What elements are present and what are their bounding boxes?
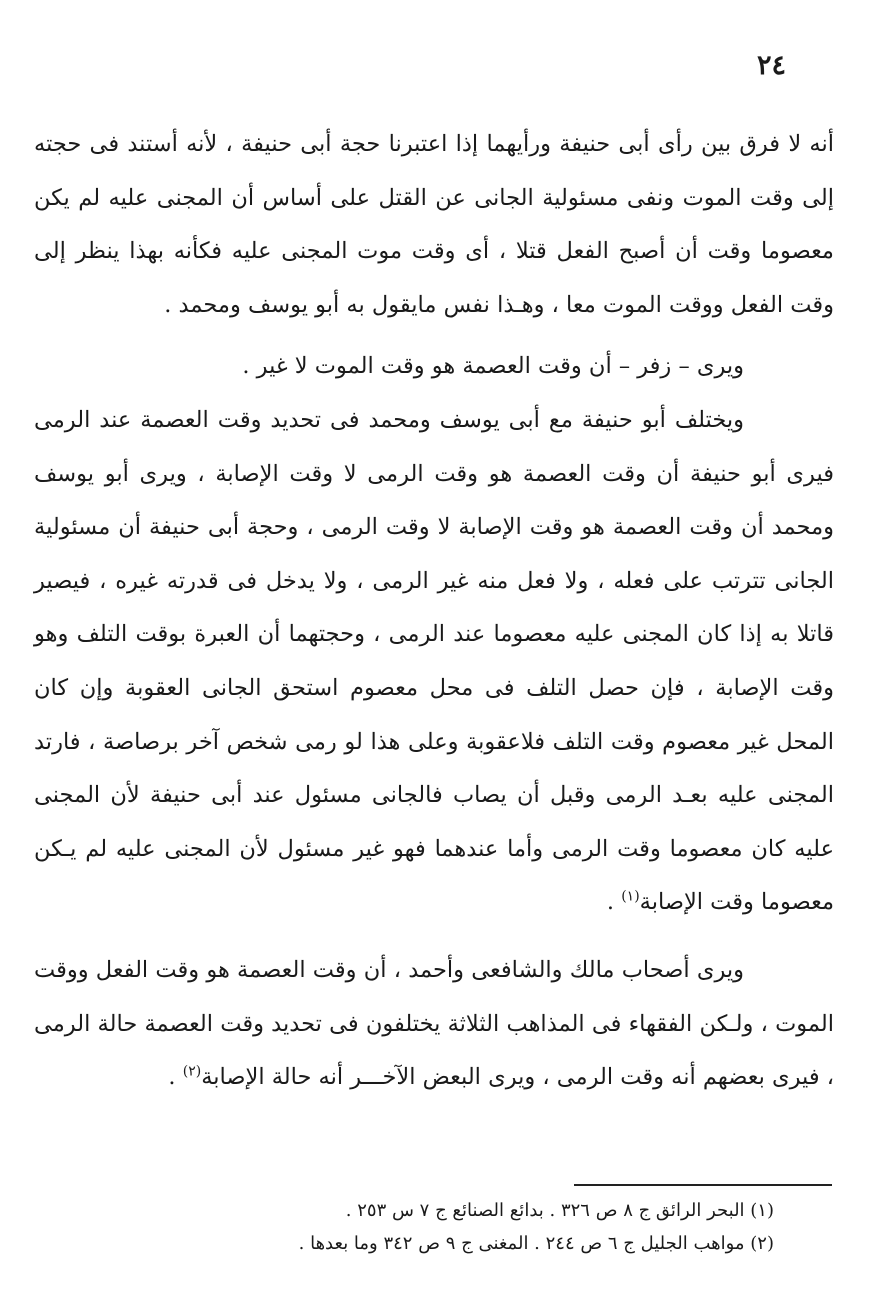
- paragraph-3: ويختلف أبو حنيفة مع أبى يوسف ومحمد فى تحديد وقت العصمة عند الرمى فيرى أبو حنيفة أن وقت العصمة هو وقت الرمى لا وقت الإصابة ، ويرى أبو يوسف ومحمد أن وقت العصمة هو وقت الإصابة لا وقت الرمى ، وحجة أبى حنيفة أن مسئولية الجانى تترتب على فعله ، ولا فعل منه غير الرمى ، ولا يدخل فى قدرته غيره ، فيصير قاتلا به إذا كان المجنى عليه معصوما عند الرمى ، وحجتهما أن العبرة بوقت التلف وهو وقت الإصابة ، فإن حصل التلف فى محل معصوم استحق الجانى العقوبة وإن كان المحل غير معصوم وقت التلف فلاعقوبة وعلى هذا لو رمى شخص آخر برصاصة ، فارتد المجنى عليه بعـد الرمى وقبل أن يصاب فالجانى مسئول عند أبى حنيفة لأن المجنى عليه كان معصوما وقت الرمى وأما عندهما فهو غير مسئول لأن المجنى عليه لم يـكن معصوما وقت الإصابة$^{(١)}$ .: [34, 406, 834, 916]
- paragraph-1: أنه لا فرق بين رأى أبى حنيفة ورأيهما إذا اعتبرنا حجة أبى حنيفة ، لأنه أستند فى حجته إلى وقت الموت ونفى مسئولية الجانى عن القتل على أساس أن المجنى عليه لم يكن معصوما وقت أن أصبح الفعل قتلا ، أى وقت موت المجنى عليه فكأنه بهذا ينظر إلى وقت الفعل ووقت الموت معا ، وهـذا نفس مايقول به أبو يوسف ومحمد .: [34, 131, 834, 318]
- page-number: ٢٤: [756, 50, 786, 81]
- paragraph-2: ويرى – زفر – أن وقت العصمة هو وقت الموت لا غير .: [242, 353, 744, 380]
- main-text: [34, 118, 834, 1105]
- footnote-marker-1: (١): [621, 888, 640, 905]
- paragraph-4-text: ويرى أصحاب مالك والشافعى وأحمد ، أن وقت العصمة هو وقت الفعل ووقت الموت ، ولـكن الفقهاء فى المذاهب الثلاثة يختلفون فى تحديد وقت العصمة حالة الرمى ، فيرى بعضهم أنه وقت الرمى ، ويرى البعض الآخـــر أنه حالة الإصابة: [34, 956, 834, 1091]
- footnote-1: (١) البحر الرائق ج ٨ ص ٣٢٦ . بدائع الصنائع ج ٧ س ٢٥٣ .: [345, 1200, 774, 1221]
- paragraph-4: ويرى أصحاب مالك والشافعى وأحمد ، أن وقت العصمة هو وقت الفعل ووقت الموت ، ولـكن الفقهاء فى المذاهب الثلاثة يختلفون فى تحديد وقت العصمة حالة الرمى ، فيرى بعضهم أنه وقت الرمى ، ويرى البعض الآخـــر أنه حالة الإصابة$^{(٢)}$ .: [34, 956, 834, 1091]
- footnote-divider: [574, 1184, 832, 1186]
- footnote-2: (٢) مواهب الجليل ج ٦ ص ٢٤٤ . المغنى ج ٩ ص ٣٤٢ وما بعدها .: [298, 1233, 774, 1254]
- footnotes: [74, 1194, 774, 1260]
- footnote-marker-2: (٢): [182, 1063, 202, 1080]
- paragraph-3-text: ويختلف أبو حنيفة مع أبى يوسف ومحمد فى تحديد وقت العصمة عند الرمى فيرى أبو حنيفة أن وقت العصمة هو وقت الرمى لا وقت الإصابة ، ويرى أبو يوسف ومحمد أن وقت العصمة هو وقت الإصابة لا وقت الرمى ، وحجة أبى حنيفة أن مسئولية الجانى تترتب على فعله ، ولا فعل منه غير الرمى ، ولا يدخل فى قدرته غيره ، فيصير قاتلا به إذا كان المجنى عليه معصوما عند الرمى ، وحجتهما أن العبرة بوقت التلف وهو وقت الإصابة ، فإن حصل التلف فى محل معصوم استحق الجانى العقوبة وإن كان المحل غير معصوم وقت التلف فلاعقوبة وعلى هذا لو رمى شخص آخر برصاصة ، فارتد المجنى عليه بعـد الرمى وقبل أن يصاب فالجانى مسئول عند أبى حنيفة لأن المجنى عليه كان معصوما وقت الرمى وأما عندهما فهو غير مسئول لأن المجنى عليه لم يـكن معصوما وقت الإصابة: [34, 406, 834, 916]
